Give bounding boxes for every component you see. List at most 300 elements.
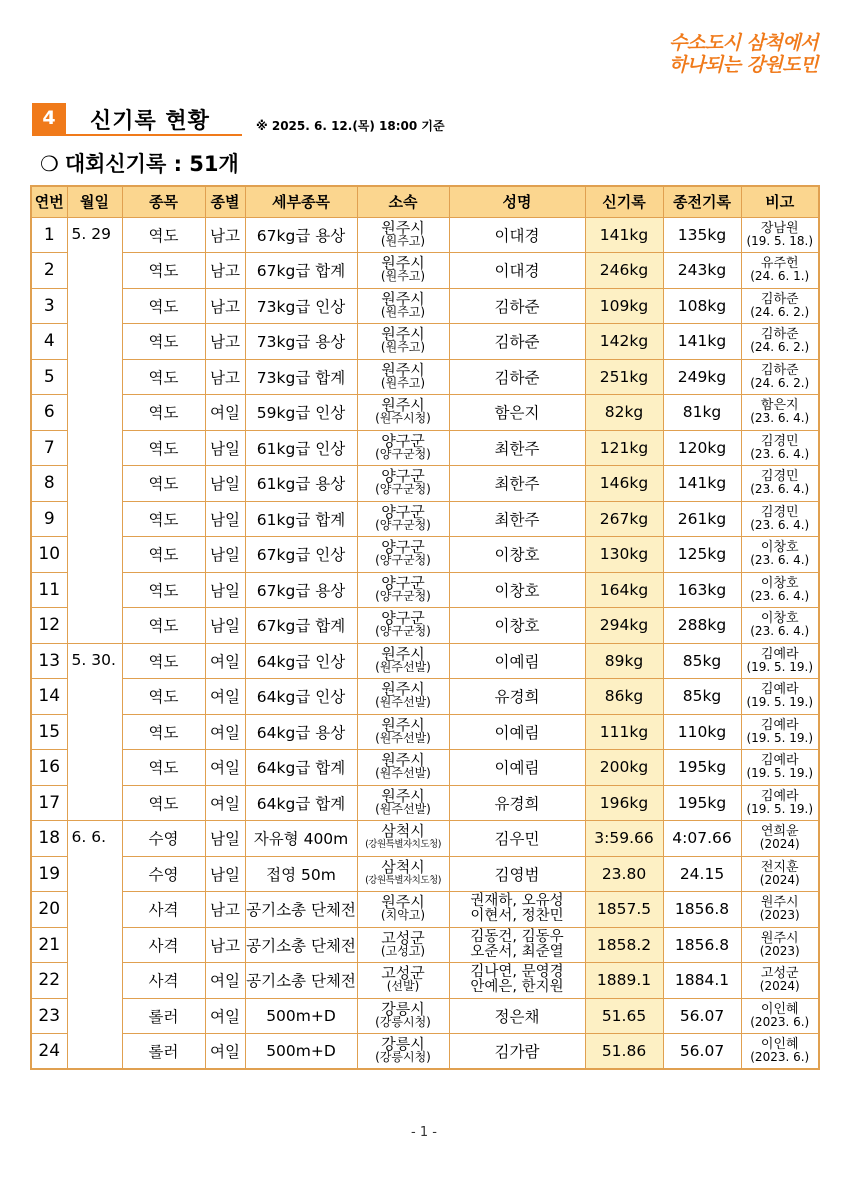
new-record-cell: 121kg (585, 430, 663, 466)
previous-record-date: (2023) (759, 943, 800, 958)
column-header: 월일 (67, 186, 122, 217)
previous-record-cell: 85kg (663, 679, 741, 715)
date-cell: 5. 29 (67, 217, 122, 643)
table-row (31, 359, 819, 395)
note-cell (741, 679, 819, 715)
affiliation-city: 양구군 (381, 538, 425, 557)
previous-record-cell: 261kg (663, 501, 741, 537)
new-record-cell: 142kg (585, 324, 663, 360)
athlete-name: 김하준 (494, 297, 540, 316)
event-cell: 자유형 400m (245, 821, 357, 857)
division-cell: 여일 (205, 643, 245, 679)
note-cell (741, 537, 819, 573)
affiliation-cell (357, 643, 449, 679)
table-row (31, 430, 819, 466)
affiliation-team: (원주고) (380, 375, 426, 390)
previous-record-cell: 108kg (663, 288, 741, 324)
previous-record-cell: 195kg (663, 785, 741, 821)
name-cell (449, 430, 585, 466)
athlete-name: 김하준 (494, 368, 540, 387)
athlete-name: 김나연, 문영경 (470, 964, 564, 981)
previous-record-cell: 141kg (663, 324, 741, 360)
affiliation-team: (고성고) (380, 943, 426, 958)
event-cell: 64kg급 용상 (245, 714, 357, 750)
table-row (31, 572, 819, 608)
affiliation-team: (강원특별자치도청) (365, 839, 441, 851)
new-record-cell: 141kg (585, 217, 663, 253)
previous-holder: 김예라 (760, 753, 799, 769)
previous-record-date: (19. 5. 19.) (746, 695, 814, 710)
athlete-name: 김동건, 김동우 (470, 928, 564, 945)
new-record-cell: 109kg (585, 288, 663, 324)
sport-cell: 역도 (122, 785, 205, 821)
affiliation-cell (357, 217, 449, 253)
event-cell: 64kg급 인상 (245, 643, 357, 679)
affiliation-cell (357, 430, 449, 466)
previous-record-cell: 56.07 (663, 998, 741, 1034)
event-cell: 64kg급 합계 (245, 750, 357, 786)
column-header: 종전기록 (663, 186, 741, 217)
name-cell (449, 466, 585, 502)
previous-record-date: (23. 6. 4.) (750, 517, 810, 532)
name-cell (449, 892, 585, 928)
note-cell (741, 466, 819, 502)
division-cell: 남일 (205, 608, 245, 644)
event-cell: 73kg급 용상 (245, 324, 357, 360)
affiliation-cell (357, 892, 449, 928)
sport-cell: 역도 (122, 679, 205, 715)
name-cell (449, 1034, 585, 1070)
affiliation-city: 원주시 (381, 786, 425, 805)
affiliation-team: (원주선발) (375, 766, 431, 781)
affiliation-city: 원주시 (381, 218, 425, 237)
previous-record-cell: 243kg (663, 253, 741, 289)
previous-record-cell: 125kg (663, 537, 741, 573)
new-record-cell: 196kg (585, 785, 663, 821)
row-number: 14 (31, 679, 67, 715)
athlete-name: 김하준 (494, 333, 540, 352)
previous-record-cell: 81kg (663, 395, 741, 431)
previous-holder: 김하준 (760, 291, 799, 307)
sport-cell: 역도 (122, 537, 205, 573)
affiliation-cell (357, 359, 449, 395)
affiliation-city: 삼척시 (381, 857, 425, 876)
affiliation-city: 강릉시 (381, 1035, 425, 1053)
affiliation-team: (양구군청) (375, 517, 431, 532)
athlete-name-line2: 이현서, 정찬민 (470, 908, 564, 925)
slogan (669, 32, 818, 76)
name-cell (449, 679, 585, 715)
affiliation-cell (357, 466, 449, 502)
column-header: 비고 (741, 186, 819, 217)
previous-holder: 김경민 (760, 469, 799, 485)
table-row (31, 750, 819, 786)
table-row (31, 821, 819, 857)
division-cell: 남고 (205, 288, 245, 324)
previous-holder: 김하준 (760, 327, 799, 343)
division-cell: 남고 (205, 927, 245, 963)
affiliation-cell (357, 821, 449, 857)
affiliation-team: (양구군청) (375, 624, 431, 639)
division-cell: 여일 (205, 998, 245, 1034)
affiliation-cell (357, 785, 449, 821)
previous-record-date: (24. 6. 1.) (750, 269, 810, 284)
row-number: 6 (31, 395, 67, 431)
athlete-name: 이창호 (494, 546, 540, 565)
sport-cell: 역도 (122, 714, 205, 750)
note-cell (741, 785, 819, 821)
note-cell (741, 1034, 819, 1070)
affiliation-city: 고성군 (381, 928, 425, 947)
slogan-line2: 하나되는 강원도민 (669, 54, 818, 76)
event-cell: 61kg급 합계 (245, 501, 357, 537)
previous-record-date: (19. 5. 19.) (746, 659, 814, 674)
previous-record-cell: 1884.1 (663, 963, 741, 999)
athlete-name: 최한주 (494, 439, 540, 458)
table-row (31, 608, 819, 644)
affiliation-city: 원주시 (381, 396, 425, 415)
division-cell: 남일 (205, 430, 245, 466)
division-cell: 남고 (205, 359, 245, 395)
athlete-name-line2: 안예은, 한지원 (470, 979, 564, 996)
previous-record-date: (24. 6. 2.) (750, 375, 810, 390)
athlete-name: 이예림 (494, 652, 540, 671)
athlete-name: 유경희 (494, 794, 540, 813)
sport-cell: 롤러 (122, 1034, 205, 1070)
note-cell (741, 288, 819, 324)
previous-record-cell: 85kg (663, 643, 741, 679)
new-record-cell: 146kg (585, 466, 663, 502)
column-header: 성명 (449, 186, 585, 217)
name-cell (449, 714, 585, 750)
affiliation-city: 양구군 (381, 467, 425, 486)
affiliation-city: 원주시 (381, 751, 425, 770)
sport-cell: 역도 (122, 359, 205, 395)
name-cell (449, 537, 585, 573)
note-cell (741, 821, 819, 857)
affiliation-cell (357, 395, 449, 431)
previous-record-date: (23. 6. 4.) (750, 553, 810, 568)
event-cell: 64kg급 인상 (245, 679, 357, 715)
section-header (32, 103, 472, 136)
name-cell (449, 643, 585, 679)
previous-holder: 함은지 (760, 398, 799, 414)
previous-holder: 장남원 (760, 220, 799, 236)
previous-holder: 이창호 (760, 540, 799, 556)
affiliation-city: 양구군 (381, 431, 425, 450)
affiliation-cell (357, 501, 449, 537)
name-cell (449, 785, 585, 821)
name-cell (449, 821, 585, 857)
affiliation-team: (양구군청) (375, 588, 431, 603)
sport-cell: 역도 (122, 608, 205, 644)
row-number: 1 (31, 217, 67, 253)
previous-record-cell: 1856.8 (663, 927, 741, 963)
section-title: 신기록 현황 (90, 109, 210, 134)
table-row (31, 998, 819, 1034)
column-header: 종목 (122, 186, 205, 217)
sport-cell: 역도 (122, 501, 205, 537)
affiliation-team: (강릉시청) (375, 1014, 431, 1029)
page-number: - 1 - (411, 1125, 437, 1140)
table-row (31, 856, 819, 892)
affiliation-city: 원주시 (381, 715, 425, 734)
previous-holder: 김경민 (760, 433, 799, 449)
affiliation-team: (양구군청) (375, 482, 431, 497)
athlete-name: 최한주 (494, 510, 540, 529)
previous-record-date: (2023) (759, 908, 800, 923)
row-number: 24 (31, 1034, 67, 1070)
previous-record-date: (19. 5. 19.) (746, 730, 814, 745)
note-cell (741, 998, 819, 1034)
slogan-line1: 수소도시 삼척에서 (669, 32, 818, 54)
note-cell (741, 608, 819, 644)
sport-cell: 사격 (122, 927, 205, 963)
previous-record-cell: 4:07.66 (663, 821, 741, 857)
previous-record-cell: 24.15 (663, 856, 741, 892)
note-cell (741, 892, 819, 928)
name-cell (449, 395, 585, 431)
previous-record-date: (2024) (759, 979, 800, 994)
sport-cell: 수영 (122, 856, 205, 892)
previous-record-date: (23. 6. 4.) (750, 624, 810, 639)
affiliation-cell (357, 324, 449, 360)
table-row (31, 679, 819, 715)
athlete-name: 이예림 (494, 723, 540, 742)
event-cell: 공기소총 단체전 (245, 963, 357, 999)
previous-record-cell: 163kg (663, 572, 741, 608)
subtitle (40, 148, 239, 178)
affiliation-cell (357, 608, 449, 644)
note-cell (741, 395, 819, 431)
sport-cell: 롤러 (122, 998, 205, 1034)
new-record-cell: 164kg (585, 572, 663, 608)
previous-holder: 이인혜 (760, 1037, 799, 1052)
previous-record-date: (19. 5. 19.) (746, 766, 814, 781)
previous-holder: 김하준 (760, 362, 799, 378)
row-number: 12 (31, 608, 67, 644)
affiliation-team: (양구군청) (375, 553, 431, 568)
row-number: 2 (31, 253, 67, 289)
previous-holder: 원주시 (760, 930, 799, 946)
athlete-name-line2: 오준서, 최준열 (470, 943, 564, 960)
affiliation-city: 강릉시 (381, 999, 425, 1018)
previous-record-cell: 288kg (663, 608, 741, 644)
division-cell: 남일 (205, 501, 245, 537)
table-row (31, 714, 819, 750)
name-cell (449, 572, 585, 608)
affiliation-team: (원주고) (380, 233, 426, 248)
name-cell (449, 856, 585, 892)
affiliation-team: (강원특별자치도청) (365, 874, 441, 886)
row-number: 18 (31, 821, 67, 857)
division-cell: 여일 (205, 785, 245, 821)
affiliation-cell (357, 927, 449, 963)
previous-record-date: (2024) (759, 872, 800, 887)
previous-record-date: (2024) (759, 837, 800, 852)
row-number: 8 (31, 466, 67, 502)
affiliation-team: (원주고) (380, 269, 426, 284)
name-cell (449, 998, 585, 1034)
sport-cell: 역도 (122, 395, 205, 431)
event-cell: 67kg급 용상 (245, 572, 357, 608)
athlete-name: 함은지 (494, 404, 540, 423)
athlete-name: 최한주 (494, 475, 540, 494)
column-header: 연번 (31, 186, 67, 217)
table-header-row (31, 186, 819, 217)
previous-record-cell: 110kg (663, 714, 741, 750)
name-cell (449, 927, 585, 963)
record-table (30, 185, 820, 1070)
previous-holder: 이창호 (760, 575, 799, 591)
previous-record-date: (19. 5. 19.) (746, 801, 814, 816)
new-record-cell: 23.80 (585, 856, 663, 892)
new-record-cell: 267kg (585, 501, 663, 537)
note-cell (741, 324, 819, 360)
note-cell (741, 253, 819, 289)
sport-cell: 역도 (122, 643, 205, 679)
event-cell: 59kg급 인상 (245, 395, 357, 431)
date-cell: 5. 30. (67, 643, 122, 821)
athlete-name: 김우민 (494, 830, 540, 849)
affiliation-city: 원주시 (381, 254, 425, 273)
name-cell (449, 324, 585, 360)
division-cell: 남고 (205, 217, 245, 253)
affiliation-cell (357, 750, 449, 786)
athlete-name: 권재하, 오유성 (470, 893, 564, 910)
division-cell: 남고 (205, 892, 245, 928)
previous-record-cell: 195kg (663, 750, 741, 786)
new-record-cell: 111kg (585, 714, 663, 750)
athlete-name: 이창호 (494, 617, 540, 636)
division-cell: 여일 (205, 679, 245, 715)
table-row (31, 217, 819, 253)
new-record-cell: 82kg (585, 395, 663, 431)
division-cell: 남고 (205, 324, 245, 360)
event-cell: 67kg급 합계 (245, 253, 357, 289)
new-record-cell: 51.65 (585, 998, 663, 1034)
note-cell (741, 643, 819, 679)
event-cell: 61kg급 인상 (245, 430, 357, 466)
affiliation-cell (357, 253, 449, 289)
bullet-icon: ❍ (40, 152, 59, 176)
name-cell (449, 359, 585, 395)
event-cell: 500m+D (245, 1034, 357, 1070)
note-cell (741, 714, 819, 750)
event-cell: 67kg급 용상 (245, 217, 357, 253)
table-row (31, 892, 819, 928)
name-cell (449, 501, 585, 537)
affiliation-team: (선발) (386, 979, 420, 994)
note-cell (741, 217, 819, 253)
row-number: 5 (31, 359, 67, 395)
new-record-cell: 86kg (585, 679, 663, 715)
name-cell (449, 253, 585, 289)
affiliation-team: (원주선발) (375, 659, 431, 674)
affiliation-city: 원주시 (381, 289, 425, 308)
division-cell: 남일 (205, 856, 245, 892)
note-cell (741, 750, 819, 786)
affiliation-team: (원주선발) (375, 695, 431, 710)
affiliation-cell (357, 572, 449, 608)
previous-record-cell: 56.07 (663, 1034, 741, 1070)
affiliation-city: 양구군 (381, 609, 425, 628)
sport-cell: 역도 (122, 430, 205, 466)
affiliation-team: (치악고) (380, 908, 426, 923)
previous-record-date: (2023. 6.) (750, 1050, 810, 1064)
athlete-name: 김영범 (494, 865, 540, 884)
affiliation-cell (357, 288, 449, 324)
column-header: 신기록 (585, 186, 663, 217)
event-cell: 73kg급 합계 (245, 359, 357, 395)
row-number: 13 (31, 643, 67, 679)
affiliation-city: 원주시 (381, 325, 425, 344)
subtitle-text: 대회신기록 : 51개 (64, 152, 239, 176)
new-record-cell: 294kg (585, 608, 663, 644)
previous-holder: 전지훈 (760, 859, 799, 875)
previous-record-date: (2023. 6.) (750, 1014, 810, 1029)
event-cell: 61kg급 용상 (245, 466, 357, 502)
affiliation-cell (357, 963, 449, 999)
sport-cell: 사격 (122, 892, 205, 928)
previous-record-date: (24. 6. 2.) (750, 340, 810, 355)
athlete-name: 유경희 (494, 688, 540, 707)
section-underline (32, 134, 242, 136)
column-header: 소속 (357, 186, 449, 217)
affiliation-city: 원주시 (381, 893, 425, 912)
table-row (31, 288, 819, 324)
division-cell: 여일 (205, 750, 245, 786)
previous-record-date: (24. 6. 2.) (750, 304, 810, 319)
sport-cell: 역도 (122, 466, 205, 502)
row-number: 15 (31, 714, 67, 750)
note-cell (741, 572, 819, 608)
affiliation-city: 원주시 (381, 644, 425, 663)
table-row (31, 963, 819, 999)
division-cell: 남고 (205, 253, 245, 289)
affiliation-team: (원주선발) (375, 730, 431, 745)
division-cell: 여일 (205, 1034, 245, 1070)
sport-cell: 역도 (122, 324, 205, 360)
affiliation-city: 양구군 (381, 502, 425, 521)
previous-holder: 이인혜 (760, 1001, 799, 1017)
new-record-cell: 89kg (585, 643, 663, 679)
column-header: 종별 (205, 186, 245, 217)
previous-record-cell: 135kg (663, 217, 741, 253)
previous-record-date: (23. 6. 4.) (750, 411, 810, 426)
athlete-name: 이창호 (494, 581, 540, 600)
affiliation-team: (원주고) (380, 340, 426, 355)
previous-record-cell: 120kg (663, 430, 741, 466)
note-cell (741, 927, 819, 963)
affiliation-team: (양구군청) (375, 446, 431, 461)
row-number: 20 (31, 892, 67, 928)
sport-cell: 역도 (122, 253, 205, 289)
new-record-cell: 251kg (585, 359, 663, 395)
note-cell (741, 430, 819, 466)
previous-holder: 김경민 (760, 504, 799, 520)
division-cell: 남일 (205, 821, 245, 857)
row-number: 19 (31, 856, 67, 892)
previous-record-cell: 1856.8 (663, 892, 741, 928)
table-row (31, 466, 819, 502)
event-cell: 64kg급 합계 (245, 785, 357, 821)
event-cell: 73kg급 인상 (245, 288, 357, 324)
sport-cell: 사격 (122, 963, 205, 999)
event-cell: 공기소총 단체전 (245, 927, 357, 963)
row-number: 7 (31, 430, 67, 466)
affiliation-city: 원주시 (381, 360, 425, 379)
